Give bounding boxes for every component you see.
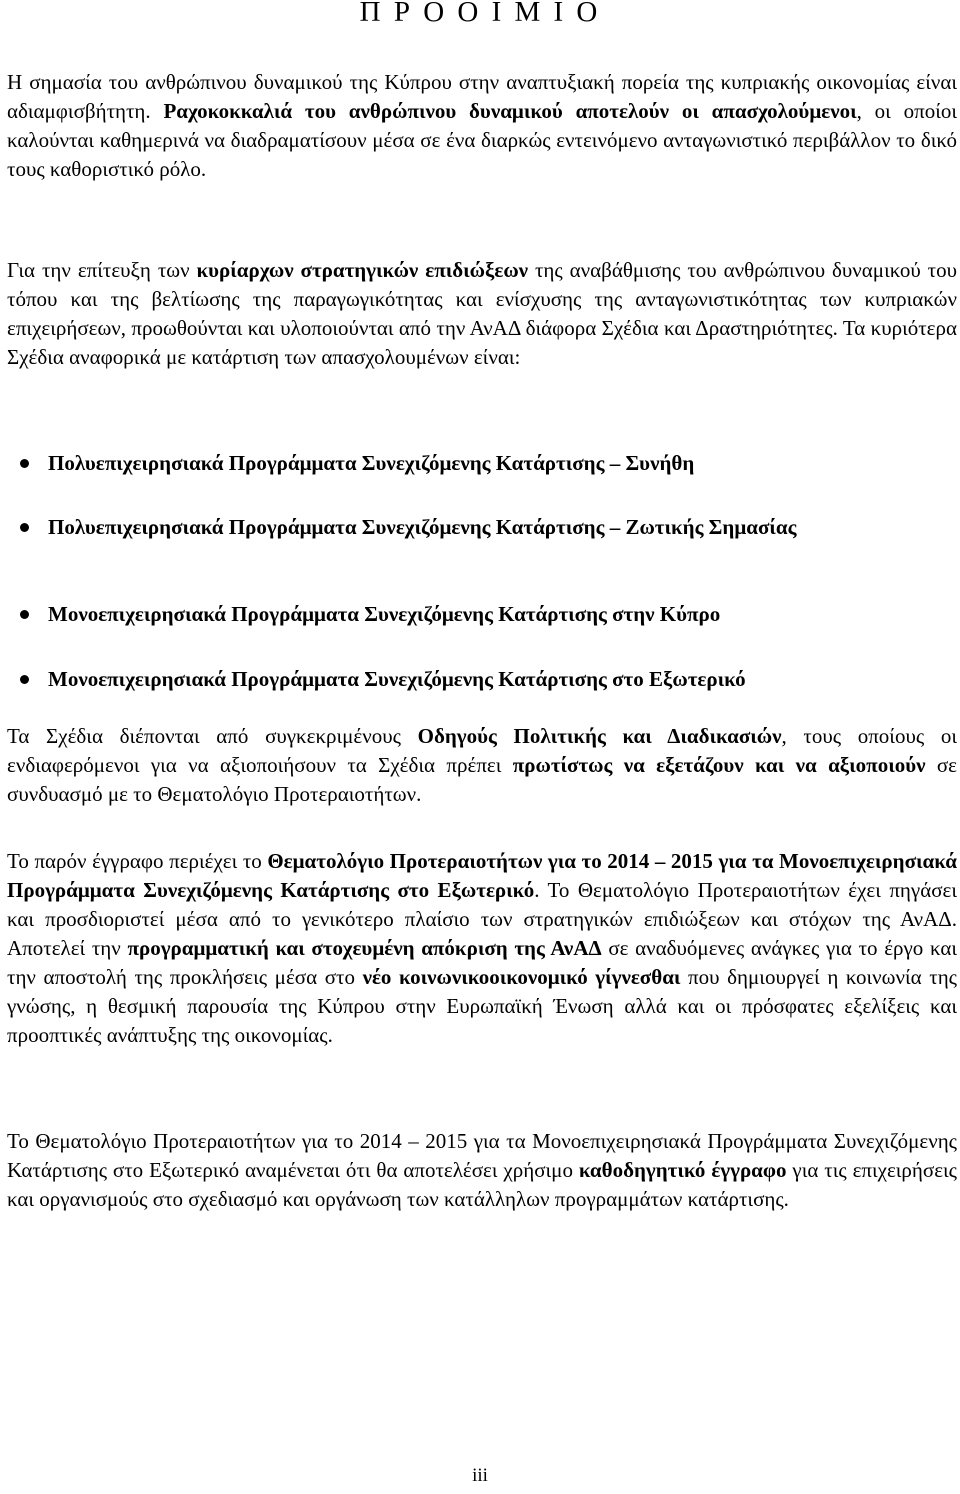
text-span: Το παρόν έγγραφο περιέχει το bbox=[7, 849, 268, 873]
bullet-icon bbox=[20, 459, 29, 468]
text-span: Το Θεματολόγιο Προτεραιοτήτων για το 2014 – 2015 για τα Μονοεπιχειρησιακά Προγράμματα Συνεχιζόμενης Κατάρτισης στο Εξωτερικό αναμένεται ότι θα αποτελέσει χρήσιμο bbox=[7, 1129, 957, 1182]
text-span: Η σημασία του ανθρώπινου δυναμικού της Κύπρου στην αναπτυξιακή πορεία της κυπριακής οικονομίας είναι αδιαμφισβήτητη. bbox=[7, 70, 957, 123]
bold-span: νέο κοινωνικοοικονομικό γίγνεσθαι bbox=[362, 965, 681, 989]
text-span: . Το Θεματολόγιο Προτεραιοτήτων έχει πηγάσει και προσδιοριστεί μέσα από το γενικότερο πλαίσιο των στρατηγικών επιδιώξεων και στόχων της ΑνΑΔ. Αποτελεί την bbox=[7, 878, 957, 960]
list-item-label: Μονοεπιχειρησιακά Προγράμματα Συνεχιζόμενης Κατάρτισης στην Κύπρο bbox=[48, 602, 721, 626]
list-item-label: Μονοεπιχειρησιακά Προγράμματα Συνεχιζόμενης Κατάρτισης στο Εξωτερικό bbox=[48, 667, 746, 691]
paragraph-document-scope bbox=[7, 847, 957, 1050]
text-span: Τα Σχέδια διέπονται από συγκεκριμένους bbox=[7, 724, 418, 748]
list-item-label: Πολυεπιχειρησιακά Προγράμματα Συνεχιζόμενης Κατάρτισης – Ζωτικής Σημασίας bbox=[48, 515, 797, 539]
bold-span: Θεματολόγιο Προτεραιοτήτων για το 2014 – 2015 για τα Μονοεπιχειρησιακά Προγράμματα Συνεχιζόμενης Κατάρτισης στο Εξωτερικό bbox=[7, 849, 957, 902]
text-span: σε αναδυόμενες ανάγκες για το έργο και την αποστολή της προκλήσεις μέσα στο bbox=[7, 936, 958, 989]
list-item-label: Πολυεπιχειρησιακά Προγράμματα Συνεχιζόμενης Κατάρτισης – Συνήθη bbox=[48, 451, 695, 475]
paragraph-guidance-document bbox=[7, 1127, 957, 1214]
text-span: , οι οποίοι καλούνται καθημερινά να διαδραματίσουν μέσα σε ένα διαρκώς εντεινόμενο ανταγωνιστικό περιβάλλον το δικό τους καθοριστικό ρόλο. bbox=[7, 99, 957, 181]
page-title: Π Ρ Ο Ο Ι Μ Ι Ο bbox=[359, 0, 601, 28]
text-span: για τις επιχειρήσεις και οργανισμούς στο σχεδιασμό και οργάνωση των κατάλληλων προγραμμάτων κατάρτισης. bbox=[7, 1158, 958, 1211]
paragraph-policy-guides bbox=[7, 722, 957, 809]
bullet-icon bbox=[20, 523, 29, 532]
bullet-icon bbox=[20, 675, 29, 684]
paragraph-strategic-goals bbox=[7, 256, 957, 372]
bold-span: κυρίαρχων στρατηγικών επιδιώξεων bbox=[196, 258, 529, 282]
bold-span: Ραχοκοκκαλιά του ανθρώπινου δυναμικού αποτελούν οι απασχολούμενοι bbox=[163, 99, 857, 123]
page-number: iii bbox=[472, 1465, 488, 1486]
bold-span: προγραμματική και στοχευμένη απόκριση της ΑνΑΔ bbox=[127, 936, 602, 960]
text-span: της αναβάθμισης του ανθρώπινου δυναμικού του τόπου και της βελτίωσης της παραγωγικότητας και ενίσχυσης της ανταγωνιστικότητας των κυπριακών επιχειρήσεων, προωθούνται και υλοποιούνται από την ΑνΑΔ διάφορα Σχέδια και Δραστηριότητες. Τα κυριότερα Σχέδια αναφορικά με κατάρτιση των απασχολουμένων είναι: bbox=[7, 258, 957, 369]
text-span: που δημιουργεί η κοινωνία της γνώσης, η θεσμική παρουσία της Κύπρου στην Ευρωπαϊκή Ένωση αλλά και οι πρόσφατες εξελίξεις και προοπτικές ανάπτυξης της οικονομίας. bbox=[7, 965, 957, 1047]
text-span: Για την επίτευξη των bbox=[7, 258, 197, 282]
bullet-icon bbox=[20, 610, 29, 619]
text-span: σε συνδυασμό με το Θεματολόγιο Προτεραιοτήτων. bbox=[7, 753, 957, 806]
paragraph-importance bbox=[7, 68, 957, 184]
bold-span: καθοδηγητικό έγγραφο bbox=[578, 1158, 787, 1182]
text-span: , τους οποίους οι ενδιαφερόμενοι για να αξιοποιήσουν τα Σχέδια πρέπει bbox=[7, 724, 957, 777]
bold-span: πρωτίστως να εξετάζουν και να αξιοποιούν bbox=[512, 753, 926, 777]
bold-span: Οδηγούς Πολιτικής και Διαδικασιών bbox=[417, 724, 782, 748]
